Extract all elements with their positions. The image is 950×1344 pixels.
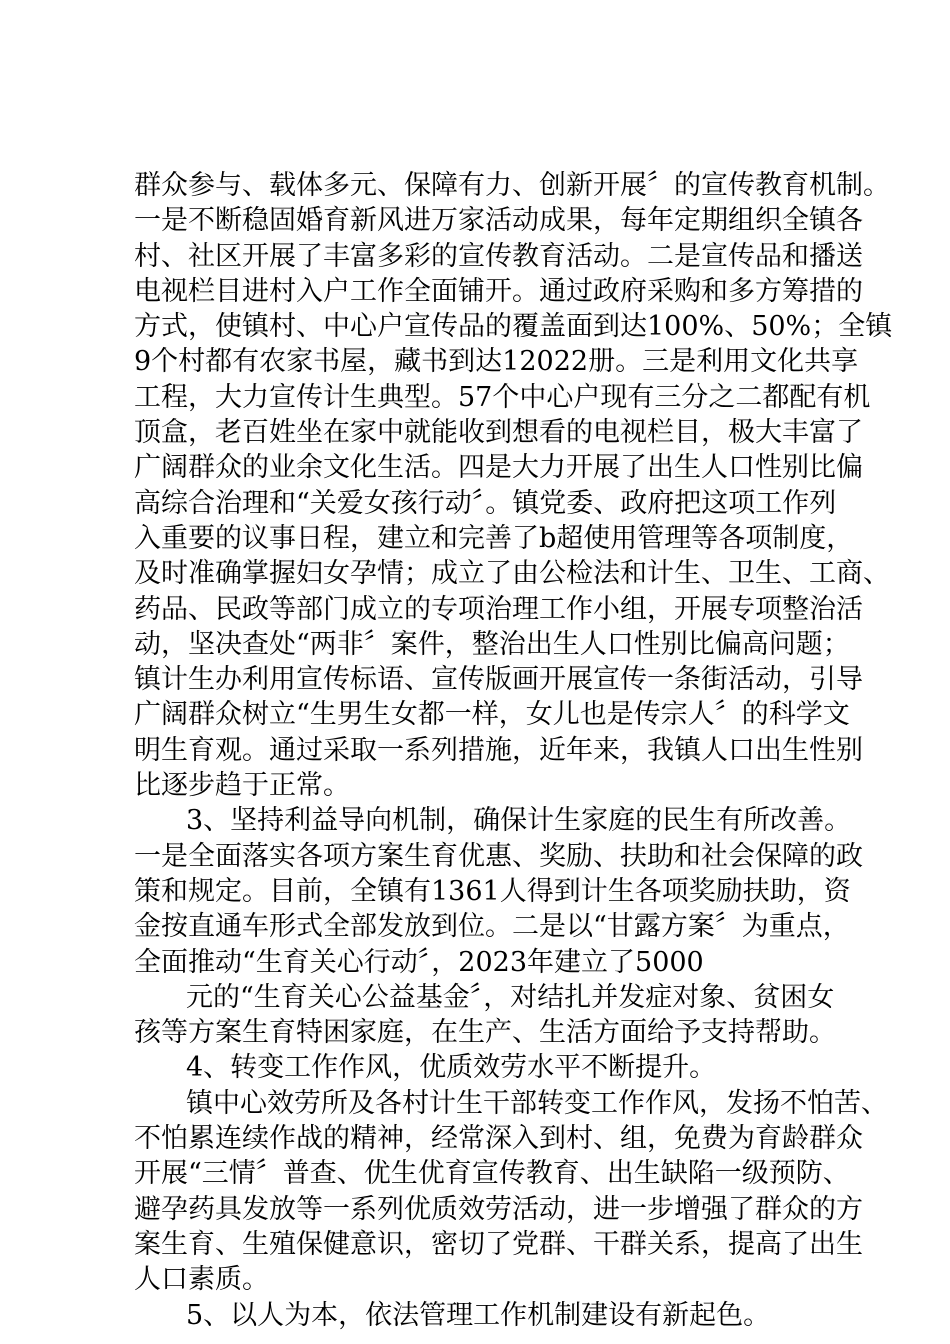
text-line: 策和规定。目前，全镇有1361人得到计生各项奖励扶助，资 xyxy=(134,875,851,907)
text-line: 案生育、生殖保健意识，密切了党群、干群关系，提高了出生 xyxy=(134,1228,863,1260)
text-line: 镇中心效劳所及各村计生干部转变工作作风，发扬不怕苦、 xyxy=(186,1087,888,1119)
text-line: 顶盒，老百姓坐在家中就能收到想看的电视栏目，极大丰富了 xyxy=(134,417,863,449)
text-line: 药品、民政等部门成立的专项治理工作小组，开展专项整治活 xyxy=(134,593,863,625)
text-line: 金按直通车形式全部发放到位。二是以“甘露方案〞为重点， xyxy=(134,911,850,943)
text-line: 9个村都有农家书屋，藏书到达12022册。三是利用文化共享 xyxy=(134,346,859,378)
text-line: 方式，使镇村、中心户宣传品的覆盖面到达100%、50%；全镇 xyxy=(134,311,893,343)
text-line: 避孕药具发放等一系列优质效劳活动，进一步增强了群众的方 xyxy=(134,1193,863,1225)
text-line: 孩等方案生育特困家庭，在生产、生活方面给予支持帮助。 xyxy=(134,1017,836,1049)
text-line: 村、社区开展了丰富多彩的宣传教育活动。二是宣传品和播送 xyxy=(134,240,863,272)
text-line: 明生育观。通过采取一系列措施，近年来，我镇人口出生性别 xyxy=(134,734,863,766)
text-line: 人口素质。 xyxy=(134,1264,269,1296)
text-line: 工程，大力宣传计生典型。57个中心户现有三分之二都配有机 xyxy=(134,381,871,413)
text-line: 广阔群众树立“生男生女都一样，女儿也是传宗人〞的科学文 xyxy=(134,699,850,731)
text-line: 镇计生办利用宣传标语、宣传版画开展宣传一条街活动，引导 xyxy=(134,664,863,696)
text-line: 及时准确掌握妇女孕情；成立了由公检法和计生、卫生、工商、 xyxy=(134,558,890,590)
text-line: 高综合治理和“关爱女孩行动〞。镇党委、政府把这项工作列 xyxy=(134,487,837,519)
text-line: 开展“三情〞普查、优生优育宣传教育、出生缺陷一级预防、 xyxy=(134,1158,850,1190)
document-body xyxy=(134,168,893,1333)
text-line: 电视栏目进村入户工作全面铺开。通过政府采购和多方筹措的 xyxy=(134,275,863,307)
text-line: 一是不断稳固婚育新风进万家活动成果，每年定期组织全镇各 xyxy=(134,205,863,237)
text-line: 入重要的议事日程，建立和完善了b超使用管理等各项制度， xyxy=(134,522,854,554)
text-line: 5、以人为本，依法管理工作机制建设有新起色。 xyxy=(186,1299,771,1331)
text-line: 群众参与、载体多元、保障有力、创新开展〞的宣传教育机制。 xyxy=(134,170,890,201)
text-line: 全面推动“生育关心行动〞，2023年建立了5000 xyxy=(134,946,704,978)
text-line: 4、转变工作作风，优质效劳水平不断提升。 xyxy=(186,1052,717,1084)
text-line: 一是全面落实各项方案生育优惠、奖励、扶助和社会保障的政 xyxy=(134,840,863,872)
text-line: 3、坚持利益导向机制，确保计生家庭的民生有所改善。 xyxy=(186,805,852,837)
text-line: 广阔群众的业余文化生活。四是大力开展了出生人口性别比偏 xyxy=(134,452,863,484)
text-line: 动，坚决查处“两非〞案件，整治出生人口性别比偏高问题； xyxy=(134,628,850,660)
text-line: 比逐步趋于正常。 xyxy=(134,770,350,802)
text-line: 元的“生育关心公益基金〞，对结扎并发症对象、贫困女 xyxy=(186,981,835,1013)
text-line: 不怕累连续作战的精神，经常深入到村、组，免费为育龄群众 xyxy=(134,1123,863,1155)
